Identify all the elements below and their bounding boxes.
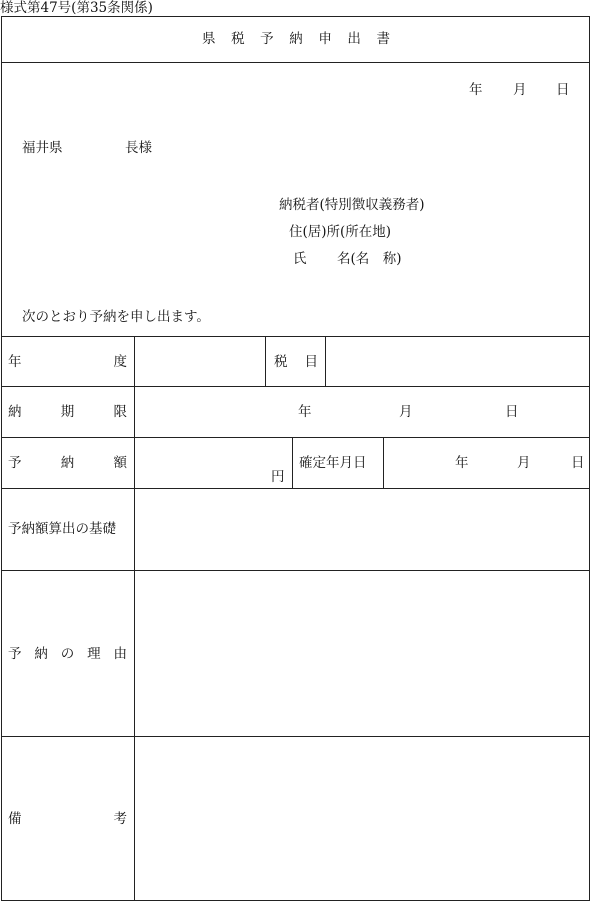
confirmed-day-label: 日 — [571, 455, 585, 471]
remarks-field[interactable] — [135, 737, 589, 900]
label-char: 予 — [8, 455, 22, 471]
deadline-field[interactable] — [135, 387, 589, 437]
prepayment-amount-field[interactable] — [135, 438, 292, 488]
confirmed-month-label: 月 — [517, 455, 531, 471]
calculation-basis-label: 予納額算出の基礎 — [8, 521, 116, 537]
title-char: 予 — [260, 31, 274, 47]
taxpayer-label: 納税者(特別徴収義務者) — [279, 197, 425, 213]
addressee-prefecture: 福井県 — [22, 140, 63, 156]
address-field[interactable] — [412, 220, 584, 244]
fiscal-year-label — [8, 354, 127, 370]
label-char: 納 — [34, 646, 48, 662]
prepayment-amount-label — [8, 455, 127, 471]
confirmed-date-divider-left — [292, 437, 293, 488]
deadline-year-label: 年 — [298, 404, 312, 420]
confirmed-year-label: 年 — [455, 455, 469, 471]
label-char: 由 — [113, 646, 127, 662]
label-char: の — [60, 646, 75, 662]
divider-title — [1, 62, 590, 63]
confirmed-date-field[interactable] — [384, 438, 589, 488]
deadline-day-label: 日 — [505, 404, 519, 420]
label-char: 額 — [113, 455, 127, 471]
addressee-suffix: 長様 — [125, 140, 152, 156]
label-char: 考 — [113, 811, 127, 827]
fiscal-year-field[interactable] — [135, 337, 265, 386]
date-day-label: 日 — [556, 82, 570, 98]
date-year-label: 年 — [469, 82, 483, 98]
tax-item-label — [274, 354, 318, 370]
name-field[interactable] — [412, 247, 584, 271]
title-char: 書 — [376, 31, 390, 47]
remarks-label — [8, 811, 127, 827]
label-char: 理 — [87, 646, 101, 662]
label-char: 備 — [8, 811, 22, 827]
addressee-office-field[interactable] — [68, 136, 123, 160]
confirmed-date-label: 確定年月日 — [299, 455, 367, 471]
reason-label — [8, 646, 127, 662]
calculation-basis-field[interactable] — [135, 489, 589, 570]
request-statement: 次のとおり予納を申し出ます。 — [22, 309, 210, 325]
title-char: 出 — [347, 31, 361, 47]
label-char: 年 — [8, 354, 22, 370]
label-char: 予 — [8, 646, 22, 662]
label-char: 目 — [304, 354, 318, 370]
title-char: 県 — [202, 31, 216, 47]
form-number-label: 様式第47号(第35条関係) — [0, 0, 153, 16]
yen-unit-label: 円 — [271, 469, 285, 485]
reason-field[interactable] — [135, 571, 589, 736]
label-char: 納 — [8, 404, 22, 420]
form-title — [202, 31, 390, 47]
label-char: 税 — [274, 354, 288, 370]
label-char: 期 — [60, 404, 75, 420]
label-char: 納 — [60, 455, 75, 471]
date-month-label: 月 — [513, 82, 527, 98]
name-label-part2: 名(名 称) — [337, 251, 402, 267]
tax-item-field[interactable] — [326, 337, 589, 386]
name-label-part1: 氏 — [293, 251, 307, 267]
label-char: 度 — [113, 354, 127, 370]
title-char: 税 — [231, 31, 245, 47]
tax-item-divider-left — [265, 336, 266, 386]
label-char: 限 — [113, 404, 127, 420]
deadline-month-label: 月 — [399, 404, 413, 420]
deadline-label — [8, 404, 127, 420]
title-char: 申 — [318, 31, 332, 47]
title-char: 納 — [289, 31, 303, 47]
address-label: 住(居)所(所在地) — [289, 224, 392, 240]
